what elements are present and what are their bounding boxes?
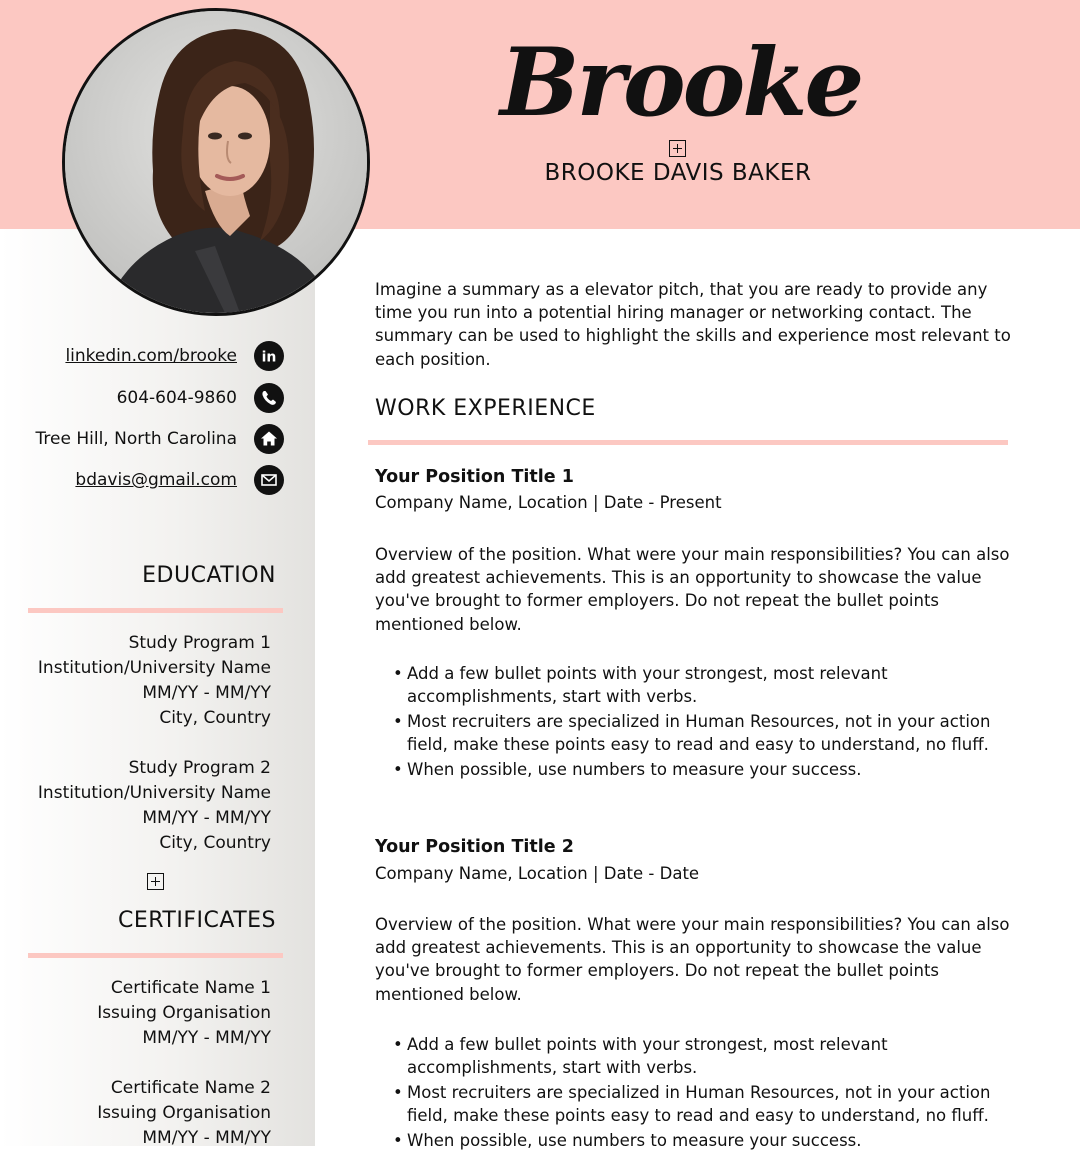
contact-location: [0, 424, 284, 454]
education-entry: [0, 631, 271, 731]
mail-icon: [254, 465, 284, 495]
bullet-item: • Add a few bullet points with your strongest, most relevant accomplishments, start with verbs.: [393, 1033, 1013, 1079]
position-subtitle: Company Name, Location | Date - Present: [375, 493, 722, 512]
bullet-item: • Most recruiters are specialized in Human Resources, not in your action field, make these points easy to read and easy to understand, no fluff.: [393, 1081, 1013, 1127]
education-program: Study Program 1: [128, 633, 271, 653]
certificate-entry: [0, 976, 271, 1051]
phone-icon: [254, 383, 284, 413]
full-name: BROOKE DAVIS BAKER: [544, 160, 812, 186]
add-section-icon[interactable]: [147, 873, 164, 890]
position-bullets: [393, 1033, 1013, 1154]
work-experience-heading: WORK EXPERIENCE: [375, 396, 596, 421]
position-title: Your Position Title 2: [375, 837, 574, 857]
education-dates: MM/YY - MM/YY: [142, 808, 271, 828]
education-program: Study Program 2: [128, 758, 271, 778]
contact-phone: [0, 383, 284, 413]
education-divider: [28, 608, 283, 613]
certificate-organisation: Issuing Organisation: [97, 1003, 271, 1023]
education-institution: Institution/University Name: [37, 658, 271, 678]
contact-email[interactable]: [0, 465, 284, 495]
certificate-organisation: Issuing Organisation: [97, 1103, 271, 1123]
svg-text:in: in: [261, 349, 277, 366]
certificate-dates: MM/YY - MM/YY: [142, 1128, 271, 1148]
summary-text: Imagine a summary as a elevator pitch, that you are ready to provide any time you run into a potential hiring manager or networking contact. The summary can be used to highlight the skills and experience most relevant to each position.: [375, 280, 1011, 369]
linkedin-link[interactable]: linkedin.com/brooke: [65, 346, 237, 366]
education-dates: MM/YY - MM/YY: [142, 683, 271, 703]
location-text: Tree Hill, North Carolina: [35, 429, 237, 449]
add-section-icon[interactable]: [669, 140, 686, 157]
position-overview: Overview of the position. What were your main responsibilities? You can also add greatest achievements. This is an opportunity to showcase the value you've brought to former employers. Do not repeat the bullet points mentioned below.: [375, 545, 1010, 634]
script-name: Brooke: [500, 28, 862, 138]
education-institution: Institution/University Name: [37, 783, 271, 803]
education-entry: [0, 756, 271, 856]
contact-linkedin[interactable]: [0, 341, 284, 371]
work-divider: [368, 440, 1008, 445]
bullet-item: • When possible, use numbers to measure your success.: [393, 1129, 1013, 1152]
email-link[interactable]: bdavis@gmail.com: [75, 470, 237, 490]
home-icon: [254, 424, 284, 454]
certificate-dates: MM/YY - MM/YY: [142, 1028, 271, 1048]
education-heading: EDUCATION: [142, 563, 276, 588]
certificate-entry: [0, 1076, 271, 1151]
bullet-item: • When possible, use numbers to measure your success.: [393, 758, 1013, 781]
position-title: Your Position Title 1: [375, 467, 574, 487]
bullet-item: • Most recruiters are specialized in Human Resources, not in your action field, make these points easy to read and easy to understand, no fluff.: [393, 710, 1013, 756]
linkedin-icon: [254, 341, 284, 371]
profile-photo: [62, 8, 370, 316]
position-bullets: [393, 662, 1013, 783]
phone-text: 604-604-9860: [116, 388, 237, 408]
certificates-divider: [28, 953, 283, 958]
position-subtitle: Company Name, Location | Date - Date: [375, 864, 700, 883]
education-location: City, Country: [159, 833, 271, 853]
bullet-item: • Add a few bullet points with your strongest, most relevant accomplishments, start with verbs.: [393, 662, 1013, 708]
education-location: City, Country: [159, 708, 271, 728]
certificate-name: Certificate Name 2: [110, 1078, 271, 1098]
certificate-name: Certificate Name 1: [110, 978, 271, 998]
certificates-heading: CERTIFICATES: [117, 908, 276, 933]
position-overview: Overview of the position. What were your main responsibilities? You can also add greatest achievements. This is an opportunity to showcase the value you've brought to former employers. Do not repeat the bullet points mentioned below.: [375, 915, 1010, 1004]
